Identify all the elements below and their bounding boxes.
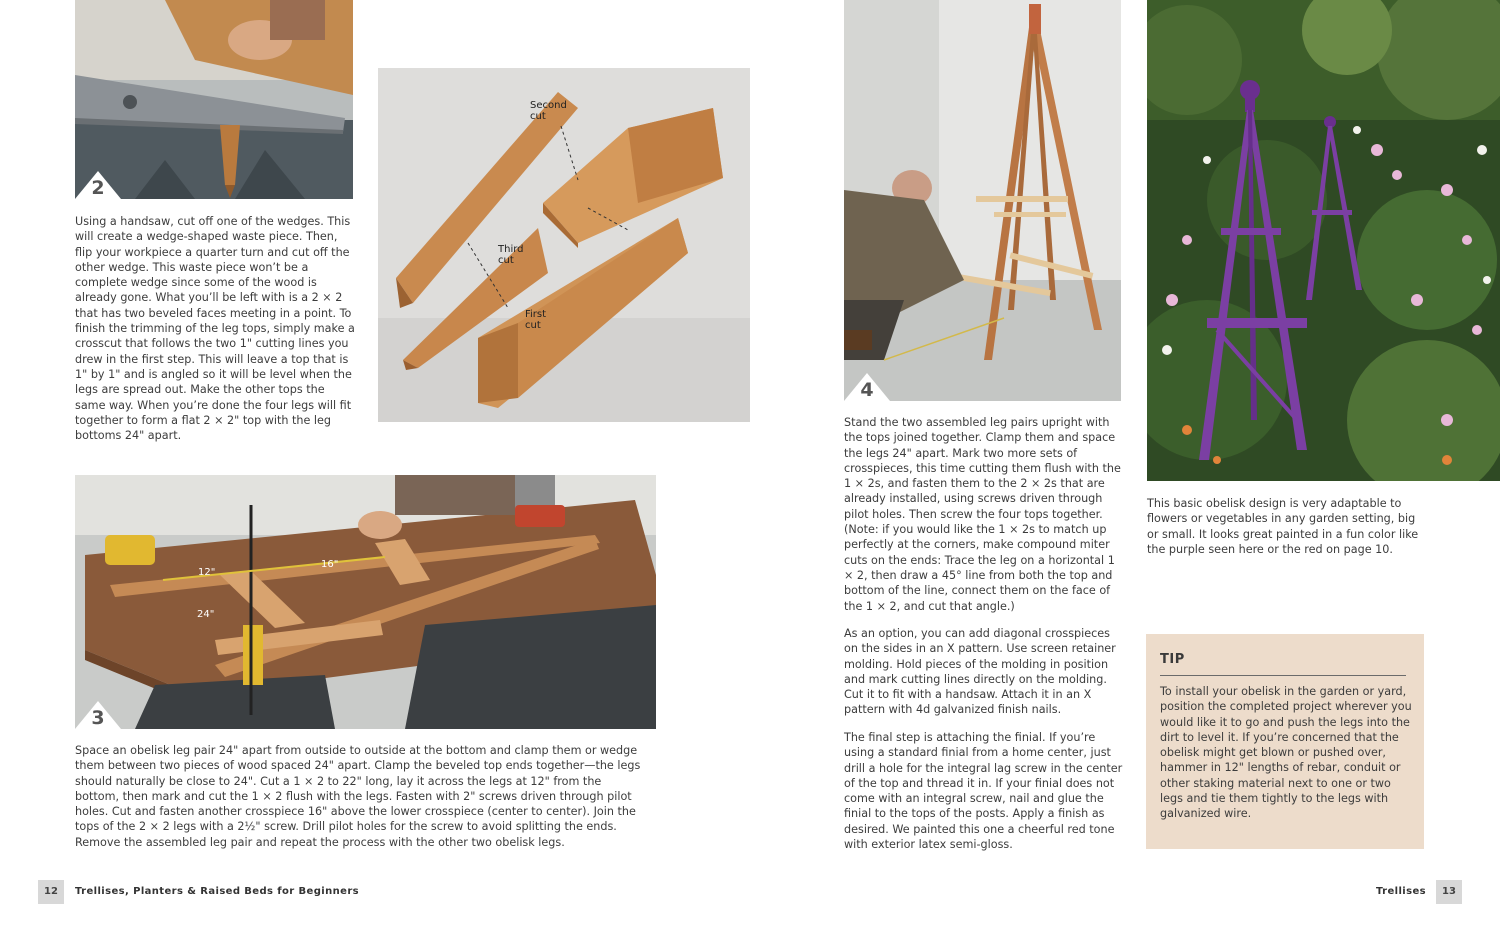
- label-16-inch: 16": [321, 559, 339, 570]
- step-4-number: 4: [860, 379, 874, 401]
- label-12-inch: 12": [198, 567, 216, 578]
- photo-leg-top-cuts: [378, 68, 750, 422]
- tip-title: TIP: [1160, 652, 1185, 667]
- label-second-cut-1: Second: [530, 100, 567, 111]
- step-4-badge: [844, 371, 890, 401]
- step-4-paragraph-3: The final step is attaching the finial. If you’re using a standard finial from a home center, just drill a hole for the integral lag screw in the center of the top and thread it in. If your finial does not come with an integral screw, nail and glue the finial to the tops of the posts. Apply a finish as desired. We painted this one a cheerful red tone with exterior latex semi-gloss.: [844, 731, 1123, 852]
- photo-standing-obelisk: [844, 0, 1121, 401]
- label-first-cut-2: cut: [525, 320, 541, 331]
- tip-text: To install your obelisk in the garden or yard, position the completed project wherever you would like it to go and push the legs into the dirt to level it. If you’re concerned that the obelisk might get blown or pushed over, hammer in 12" lengths of rebar, conduit or other staking material next to one or two legs and tie them tightly to the legs with galvanized wire.: [1160, 685, 1412, 821]
- label-third-cut-2: cut: [498, 255, 514, 266]
- step-4-paragraph-2: As an option, you can add diagonal crosspieces on the sides in an X pattern. Use screen retainer molding. Hold pieces of the molding in position and mark cutting lines directly on the molding. Cut it to fit with a handsaw. Attach it in an X pattern with 4d galvanized finish nails.: [844, 627, 1116, 717]
- label-24-inch: 24": [197, 609, 215, 620]
- page-number-right: 13: [1436, 880, 1462, 904]
- step-2-badge: [75, 169, 121, 199]
- label-first-cut-1: First: [525, 309, 547, 320]
- step-3-number: 3: [91, 707, 105, 729]
- tip-box: [1146, 634, 1424, 849]
- step-3-text: Space an obelisk leg pair 24" apart from outside to outside at the bottom and clamp them or wedge them between two pieces of wood spaced 24" apart. Clamp the beveled top ends together—the legs should naturally be close to 24". Cut a 1 × 2 to 22" long, lay it across the legs at 12" from the bottom, then mark and cut the 1 × 2 flush with the legs. Fasten with 2" screws driven through pilot holes. Cut and fasten another crosspiece 16" above the lower crosspiece (center to center). Join the tops of the 2 × 2 legs with a 2½" screw. Drill pilot holes for the screw to avoid splitting the ends. Remove the assembled leg pair and repeat the process with the other two obelisk legs.: [75, 744, 641, 849]
- photo-caption: This basic obelisk design is very adaptable to flowers or vegetables in any garden setting, big or small. It looks great painted in a fun color like the purple seen here or the red on page 10.: [1147, 497, 1419, 556]
- running-head-right: Trellises: [1376, 886, 1427, 897]
- label-third-cut-1: Third: [498, 244, 524, 255]
- page-number-left: 12: [38, 880, 64, 904]
- step-2-number: 2: [91, 177, 105, 199]
- photo-leg-pair-assembly: [75, 475, 656, 729]
- step-4-paragraph-1: Stand the two assembled leg pairs upright with the tops joined together. Clamp them and space the legs 24" apart. Mark two more sets of crosspieces, this time cutting them flush with the 1 × 2s, and fasten them to the 2 × 2s that are already installed, using screws driven through pilot holes. Then screw the four tops together. (Note: if you would like the 1 × 2s to match up perfectly at the corners, make compound miter cuts on the ends: Trace the leg on a horizontal 1 × 2, then draw a 45° line from both the top and bottom of the line, connect them on the face of the 1 × 2, and cut that angle.): [844, 416, 1121, 613]
- photo-purple-obelisk-garden: [1147, 0, 1500, 481]
- step-3-badge: [75, 699, 121, 729]
- running-head-left: Trellises, Planters & Raised Beds for Beginners: [75, 886, 360, 897]
- step-2-text: Using a handsaw, cut off one of the wedges. This will create a wedge-shaped waste piece. Then, flip your workpiece a quarter turn and cut off the other wedge. This waste piece won’t be a complete wedge since some of the wood is already gone. What you’ll be left with is a 2 × 2 that has two beveled faces meeting in a point. To finish the trimming of the leg tops, simply make a crosscut that follows the two 1" cutting lines you drew in the first step. This will leave a top that is 1" by 1" and is angled so it will be level when the legs are spread out. Make the other tops the same way. When you’re done the four legs will fit together to form a flat 2 × 2" top with the leg bottoms 24" apart.: [75, 215, 355, 443]
- label-second-cut-2: cut: [530, 111, 546, 122]
- photo-handsaw-cut: [75, 0, 353, 199]
- tip-divider: [1160, 675, 1406, 676]
